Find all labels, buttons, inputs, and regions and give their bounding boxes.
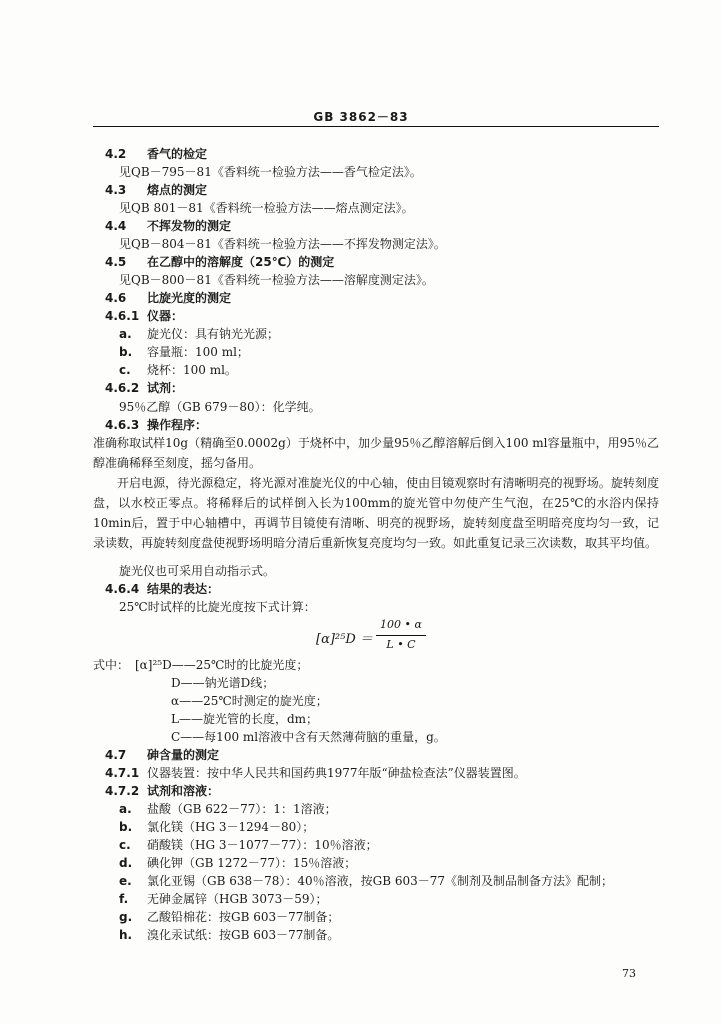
section-title: 操作程序：	[147, 418, 208, 432]
item-letter: a.	[119, 327, 132, 341]
item-letter: f.	[119, 892, 129, 906]
variable-definition: C——每100 ml溶液中含有天然薄荷脑的重量，g。	[171, 730, 446, 744]
section-number: 4.6.3	[105, 418, 140, 432]
section-number: 4.6.2	[105, 381, 140, 395]
list-item	[119, 891, 328, 907]
section-title: 香气的检定	[147, 147, 208, 161]
section-number: 4.6	[105, 291, 127, 305]
specific-rotation-formula	[316, 616, 436, 656]
item-letter: b.	[119, 345, 133, 359]
section-4-2-heading	[105, 146, 207, 162]
section-4-2-body: 见QB－795－81《香料统一检验方法——香气检定法》。	[119, 165, 422, 179]
section-title: 熔点的测定	[147, 183, 208, 197]
section-4-6-3-heading	[105, 417, 207, 433]
item-text: 容量瓶：100 ml；	[147, 345, 249, 359]
list-item	[119, 801, 337, 817]
list-item	[119, 927, 339, 943]
section-4-4-body: 见QB－804－81《香料统一检验方法——不挥发物测定法》。	[119, 237, 446, 251]
formula-intro: 25℃时试样的比旋光度按下式计算：	[119, 600, 316, 614]
fraction-bar	[376, 635, 426, 636]
list-item	[119, 909, 339, 925]
list-item	[119, 326, 279, 342]
section-number: 4.7.2	[105, 784, 140, 798]
section-4-7-2-heading	[105, 783, 219, 799]
header-rule	[93, 126, 659, 127]
item-letter: b.	[119, 820, 133, 834]
list-item	[119, 344, 249, 360]
item-text: 碘化钾（GB 1272－77）：15％溶液；	[147, 856, 357, 870]
section-number: 4.6.4	[105, 582, 140, 596]
item-text: 烧杯：100 ml。	[147, 363, 237, 377]
section-number: 4.6.1	[105, 309, 140, 323]
section-title: 不挥发物的测定	[147, 219, 232, 233]
item-text: 旋光仪：具有钠光光源；	[147, 327, 280, 341]
item-text: 氯化亚锡（GB 638－78）：40％溶液，按GB 603－77《制剂及制品制备方法》配制；	[147, 874, 614, 888]
item-letter: g.	[119, 910, 133, 924]
variable-definition: [α]²⁵D——25℃时的比旋光度；	[135, 658, 309, 672]
item-letter: e.	[119, 874, 132, 888]
item-letter: c.	[119, 838, 131, 852]
section-number: 4.2	[105, 147, 127, 161]
section-4-3-heading	[105, 182, 207, 198]
section-4-7-1	[105, 765, 526, 781]
list-item	[119, 855, 356, 871]
section-title: 在乙醇中的溶解度（25℃）的测定	[147, 255, 335, 269]
list-item	[119, 837, 378, 853]
section-title: 比旋光度的测定	[147, 291, 232, 305]
item-letter: h.	[119, 928, 133, 942]
section-number: 4.4	[105, 219, 127, 233]
section-4-6-2-heading	[105, 380, 183, 396]
procedure-paragraph-1: 准确称取试样10g（精确至0.0002g）于烧杯中，加少量95％乙醇溶解后倒入100 ml容量瓶中，用95％乙醇准确稀释至刻度，摇匀备用。	[93, 436, 659, 470]
variable-definition: L——旋光管的长度，dm；	[171, 712, 319, 726]
section-4-7-heading	[105, 747, 219, 763]
section-4-3-body: 见QB 801－81《香料统一检验方法——熔点测定法》。	[119, 201, 414, 215]
formula-lhs: [α]²⁵D ＝	[316, 632, 373, 647]
section-number: 4.7	[105, 748, 127, 762]
section-4-6-2-body: 95％乙醇（GB 679－80）：化学纯。	[119, 400, 321, 414]
item-text: 无砷金属锌（HGB 3073－59）；	[147, 892, 328, 906]
section-4-6-4-heading	[105, 581, 219, 597]
item-text: 硝酸镁（HG 3－1077－77）：10％溶液；	[147, 838, 378, 852]
section-4-4-heading	[105, 218, 231, 234]
section-4-5-heading	[105, 254, 334, 270]
section-title: 仪器装置：按中华人民共和国药典1977年版“砷盐检查法”仪器装置图。	[147, 766, 526, 780]
formula-numerator: 100 • α	[380, 618, 422, 631]
item-text: 乙酸铅棉花：按GB 603－77制备；	[147, 910, 340, 924]
variable-definition: D——钠光谱D线；	[171, 676, 275, 690]
section-4-6-1-heading	[105, 308, 183, 324]
item-text: 氯化镁（HG 3－1294－80）；	[147, 820, 315, 834]
procedure-paragraph-2: 开启电源，待光源稳定，将光源对准旋光仪的中心轴，使由目镜观察时有清晰明亮的视野场。旋转刻度盘，以水校正零点。将稀释后的试样倒入长为100mm的旋光管中勿使产生气泡，在25℃的水浴内保持10min后，置于中心轴槽中，再调节目镜使有清晰、明亮的视野场，旋转刻度盘至明暗亮度均匀一致，记录读数，再旋转刻度盘使视野场明暗分清后重新恢复亮度均匀一致。如此重复记录三次读数，取其平均值。	[93, 476, 659, 550]
section-number: 4.7.1	[105, 766, 140, 780]
variable-definition: α——25℃时测定的旋光度；	[171, 694, 328, 708]
item-text: 溴化汞试纸：按GB 603－77制备。	[147, 928, 340, 942]
item-letter: a.	[119, 802, 132, 816]
section-title: 试剂：	[147, 381, 184, 395]
section-4-6-heading	[105, 290, 231, 306]
section-title: 砷含量的测定	[147, 748, 220, 762]
section-4-5-body: 见QB－800－81《香料统一检验方法——溶解度测定法》。	[119, 273, 434, 287]
page-number: 73	[622, 967, 636, 980]
section-number: 4.3	[105, 183, 127, 197]
item-text: 盐酸（GB 622－77）：1：1溶液；	[147, 802, 337, 816]
section-title: 结果的表达：	[147, 582, 220, 596]
section-number: 4.5	[105, 255, 127, 269]
item-letter: d.	[119, 856, 133, 870]
where-label: 式中：	[93, 658, 130, 672]
standard-code-header: GB 3862－83	[313, 110, 409, 124]
list-item	[119, 819, 314, 835]
item-letter: c.	[119, 363, 131, 377]
formula-denominator: L • C	[386, 638, 416, 651]
section-title: 仪器：	[147, 309, 184, 323]
list-item	[119, 362, 237, 378]
section-title: 试剂和溶液：	[147, 784, 220, 798]
list-item	[119, 873, 613, 889]
procedure-paragraph-3: 旋光仪也可采用自动指示式。	[119, 564, 276, 578]
